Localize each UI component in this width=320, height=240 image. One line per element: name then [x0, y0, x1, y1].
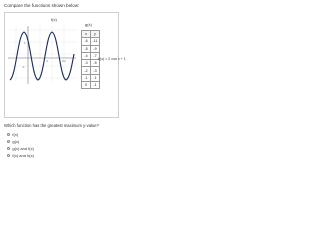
question-text: Which function has the greatest maximum y-value?	[4, 123, 99, 128]
table-cell: -7	[91, 52, 100, 59]
table-row	[82, 60, 100, 67]
table-row	[82, 82, 100, 89]
answer-option-gx-and-fx[interactable]	[7, 146, 34, 151]
answer-option-label: g(x)	[12, 139, 20, 144]
x-tick-label-2pi: 2π	[62, 59, 66, 63]
graph-grid	[10, 26, 76, 82]
graph-axes	[8, 26, 76, 84]
answer-option-label: f(x) and h(x)	[12, 153, 34, 158]
table-row	[82, 52, 100, 59]
table-row	[82, 74, 100, 81]
radio-button[interactable]	[7, 140, 10, 143]
table-cell: 0	[82, 82, 91, 89]
table-cell: -9	[91, 45, 100, 52]
function-graph	[6, 24, 78, 86]
table-cell: -3	[82, 60, 91, 67]
table-cell: -4	[82, 52, 91, 59]
table-row	[82, 45, 100, 52]
prompt-text: Compare the functions shown below:	[4, 3, 80, 8]
table-header-x: x	[82, 31, 91, 38]
table-row	[82, 38, 100, 45]
table-cell: -1	[91, 82, 100, 89]
function-curve	[10, 32, 74, 80]
radio-button[interactable]	[7, 147, 10, 150]
answer-option-gx[interactable]	[7, 139, 19, 144]
table-cell: -2	[82, 67, 91, 74]
table-row	[82, 67, 100, 74]
answer-option-label: f(x)	[12, 132, 19, 137]
table-cell: -5	[82, 45, 91, 52]
table-cell: -5	[91, 60, 100, 67]
table-title: g(x)	[85, 22, 92, 27]
y-tick-label-1: 1	[24, 41, 26, 45]
table-cell: -3	[91, 67, 100, 74]
table-cell: -11	[91, 38, 100, 45]
answer-option-fx-and-hx[interactable]	[7, 153, 34, 158]
radio-button[interactable]	[7, 133, 10, 136]
radio-button[interactable]	[7, 154, 10, 157]
table-header-y: y	[91, 31, 100, 38]
table-cell: -1	[91, 74, 100, 81]
answer-option-fx[interactable]	[7, 132, 18, 137]
x-tick-label-pi: π	[46, 59, 49, 63]
table-header-row	[82, 31, 100, 38]
h-equation: h(x) = 2 cos x + 1	[98, 57, 126, 61]
table-cell: -6	[82, 38, 91, 45]
answer-option-label: g(x) and f(x)	[12, 146, 34, 151]
table-cell: -1	[82, 74, 91, 81]
graph-title: f(x)	[51, 17, 57, 22]
y-tick-label-neg1: -1	[22, 65, 25, 69]
